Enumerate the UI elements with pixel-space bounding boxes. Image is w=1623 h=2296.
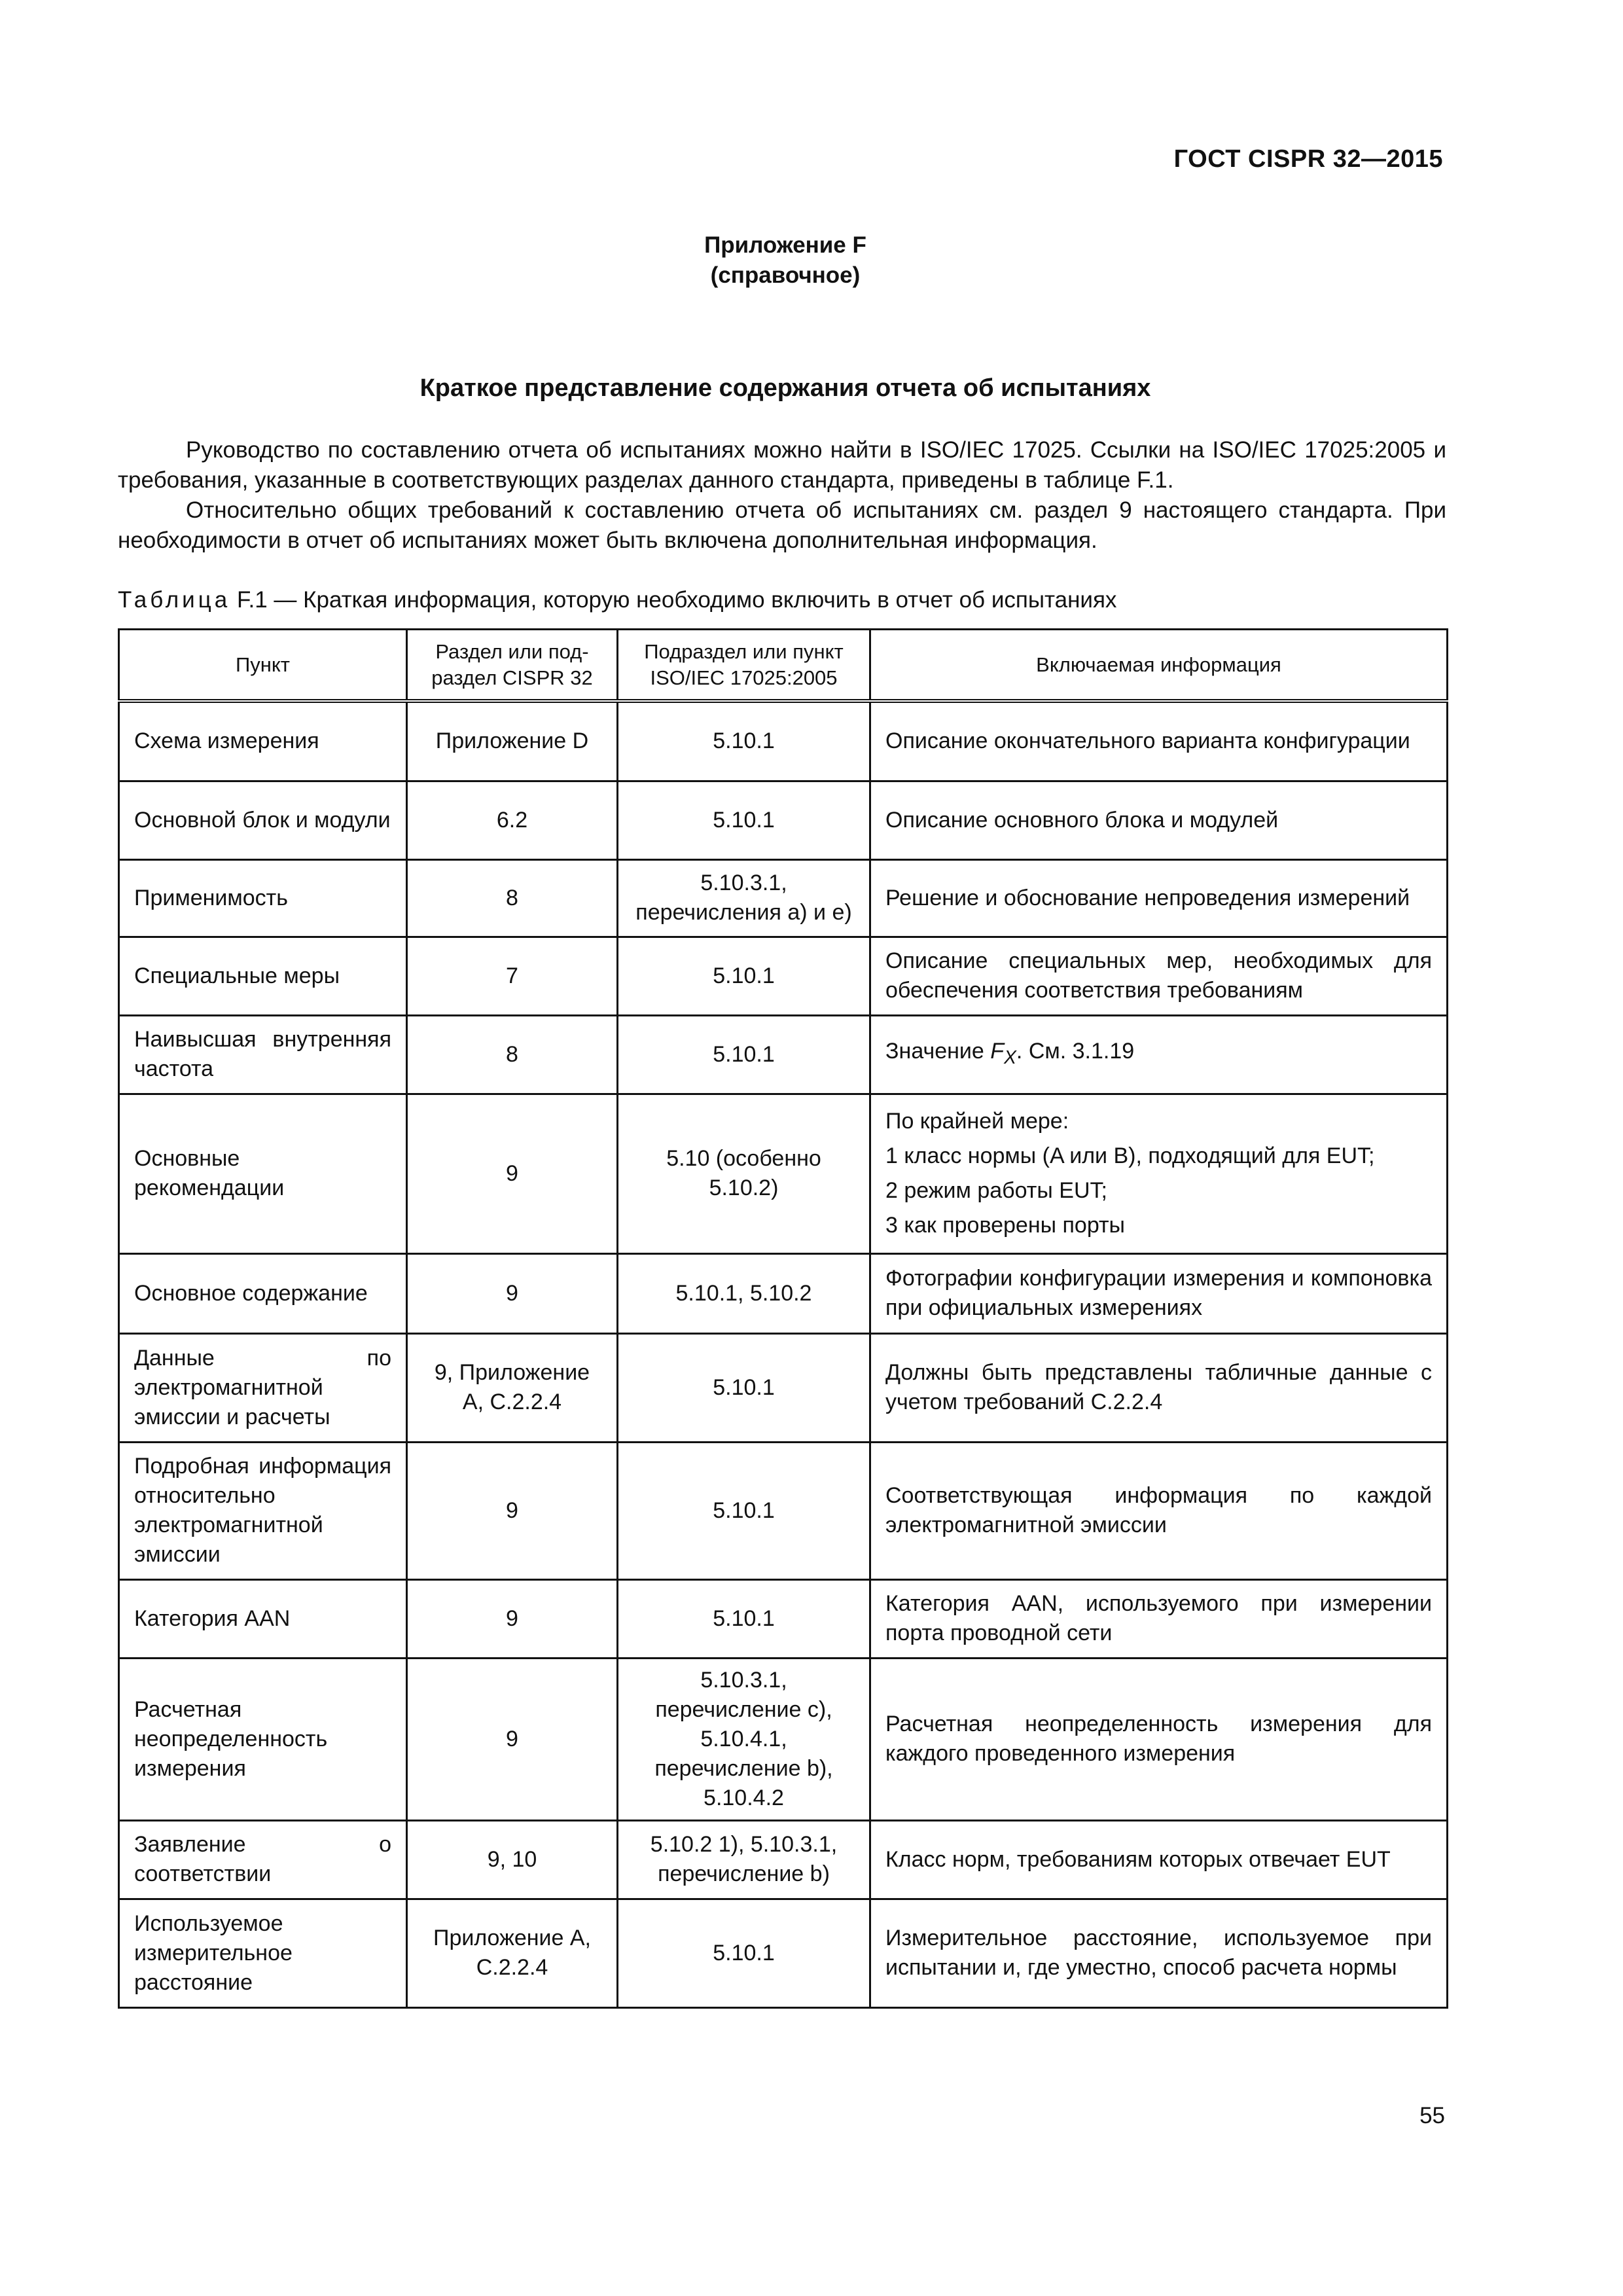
cell-info (870, 1015, 1448, 1094)
cell-cispr: 6.2 (407, 781, 618, 859)
table-row (119, 1333, 1448, 1442)
cell-item: Основные рекомендации (119, 1094, 407, 1253)
cell-cispr: 9 (407, 1094, 618, 1253)
cell-iso: 5.10.1 (618, 1015, 870, 1094)
info-suffix: . См. 3.1.19 (1016, 1038, 1135, 1064)
header-iso-section: Подраздел или пункт ISO/IEC 17025:2005 (618, 630, 870, 702)
table-row (119, 1253, 1448, 1333)
cell-cispr: 9 (407, 1579, 618, 1658)
appendix-title: Приложение F (704, 232, 866, 258)
table-row (119, 937, 1448, 1015)
cell-item: Наивысшая внутренняя частота (119, 1015, 407, 1094)
cell-iso: 5.10.1 (618, 1899, 870, 2007)
cell-iso: 5.10.1 (618, 1442, 870, 1579)
info-line: 2 режим работы EUT; (885, 1178, 1107, 1203)
header-item: Пункт (119, 630, 407, 702)
cell-item: Подробная информация относительно электромагнитной эмиссии (119, 1442, 407, 1579)
cell-item: Расчетная неопределенность измерения (119, 1658, 407, 1820)
table-row (119, 1820, 1448, 1899)
cell-iso: 5.10.1 (618, 701, 870, 781)
cell-item: Основное содержание (119, 1253, 407, 1333)
table-row (119, 701, 1448, 781)
info-line: По крайней мере: (885, 1109, 1069, 1134)
cell-item: Используемое измерительное расстояние (119, 1899, 407, 2007)
header-cispr-section: Раздел или под-раздел CISPR 32 (407, 630, 618, 702)
cell-cispr: Приложение D (407, 701, 618, 781)
table-row (119, 781, 1448, 859)
page-number: 55 (1419, 2103, 1445, 2128)
cell-info: Решение и обоснование непроведения измерений (870, 859, 1448, 937)
frequency-symbol: F (990, 1038, 1005, 1064)
info-line: 1 класс нормы (A или B), подходящий для EUT; (885, 1143, 1375, 1168)
cell-item: Категория AAN (119, 1579, 407, 1658)
intro-paragraph-2: Относительно общих требований к составлению отчета об испытаниях см. раздел 9 настоящего стандарта. При необходимости в отчет об испытаниях может быть включена дополнительная информация. (118, 497, 1446, 553)
table-caption-text: F.1 — Краткая информация, которую необходимо включить в отчет об испытаниях (236, 587, 1117, 613)
test-report-table (118, 628, 1448, 2009)
info-line: 3 как проверены порты (885, 1213, 1125, 1238)
cell-info (870, 1094, 1448, 1253)
cell-iso: 5.10.1 (618, 937, 870, 1015)
table-row (119, 1015, 1448, 1094)
cell-iso: 5.10.3.1, перечисления a) и e) (618, 859, 870, 937)
table-caption (118, 587, 1116, 613)
appendix-type: (справочное) (710, 262, 861, 288)
cell-iso: 5.10.1, 5.10.2 (618, 1253, 870, 1333)
table-row (119, 859, 1448, 937)
cell-info: Расчетная неопределенность измерения для каждого проведенного измерения (870, 1658, 1448, 1820)
cell-item: Основной блок и модули (119, 781, 407, 859)
standard-designation: ГОСТ CISPR 32—2015 (1173, 145, 1443, 173)
section-title: Краткое представление содержания отчета об испытаниях (419, 374, 1151, 402)
cell-info: Соответствующая информация по каждой электромагнитной эмиссии (870, 1442, 1448, 1579)
cell-iso: 5.10.3.1, перечисление c), 5.10.4.1, перечисление b), 5.10.4.2 (618, 1658, 870, 1820)
table-row (119, 1899, 1448, 2007)
table-row (119, 1658, 1448, 1820)
cell-info: Фотографии конфигурации измерения и компоновка при официальных измерениях (870, 1253, 1448, 1333)
cell-cispr: 8 (407, 1015, 618, 1094)
intro-text (118, 435, 1446, 556)
table-row (119, 1442, 1448, 1579)
appendix-heading (0, 230, 1571, 291)
cell-cispr: 9 (407, 1442, 618, 1579)
cell-iso: 5.10 (особенно 5.10.2) (618, 1094, 870, 1253)
cell-item: Применимость (119, 859, 407, 937)
cell-cispr: 7 (407, 937, 618, 1015)
cell-info: Измерительное расстояние, используемое при испытании и, где уместно, способ расчета нормы (870, 1899, 1448, 2007)
cell-iso: 5.10.1 (618, 1333, 870, 1442)
cell-info: Описание основного блока и модулей (870, 781, 1448, 859)
cell-cispr: 9, 10 (407, 1820, 618, 1899)
cell-item: Заявление о соответствии (119, 1820, 407, 1899)
table-header-row (119, 630, 1448, 702)
info-prefix: Значение (885, 1038, 991, 1064)
cell-item: Данные по электромагнитной эмиссии и расчеты (119, 1333, 407, 1442)
cell-info: Категория AAN, используемого при измерении порта проводной сети (870, 1579, 1448, 1658)
table-row (119, 1579, 1448, 1658)
cell-info: Должны быть представлены табличные данные с учетом требований C.2.2.4 (870, 1333, 1448, 1442)
cell-iso: 5.10.2 1), 5.10.3.1, перечисление b) (618, 1820, 870, 1899)
cell-info: Класс норм, требованиям которых отвечает EUT (870, 1820, 1448, 1899)
cell-cispr: 9 (407, 1253, 618, 1333)
cell-iso: 5.10.1 (618, 1579, 870, 1658)
cell-cispr: 8 (407, 859, 618, 937)
cell-cispr: 9, Приложение A, C.2.2.4 (407, 1333, 618, 1442)
cell-cispr: Приложение A, C.2.2.4 (407, 1899, 618, 2007)
header-included-info: Включаемая информация (870, 630, 1448, 702)
cell-cispr: 9 (407, 1658, 618, 1820)
intro-paragraph-1: Руководство по составлению отчета об испытаниях можно найти в ISO/IEC 17025. Ссылки на ISO/IEC 17025:2005 и требования, указанные в соответствующих разделах данного стандарта, приведены в таблице F.1. (118, 437, 1446, 493)
cell-item: Специальные меры (119, 937, 407, 1015)
cell-info: Описание специальных мер, необходимых для обеспечения соответствия требованиям (870, 937, 1448, 1015)
table-row (119, 1094, 1448, 1253)
cell-info: Описание окончательного варианта конфигурации (870, 701, 1448, 781)
cell-iso: 5.10.1 (618, 781, 870, 859)
frequency-subscript: X (1004, 1047, 1016, 1068)
table-caption-label: Таблица (118, 587, 231, 613)
cell-item: Схема измерения (119, 701, 407, 781)
